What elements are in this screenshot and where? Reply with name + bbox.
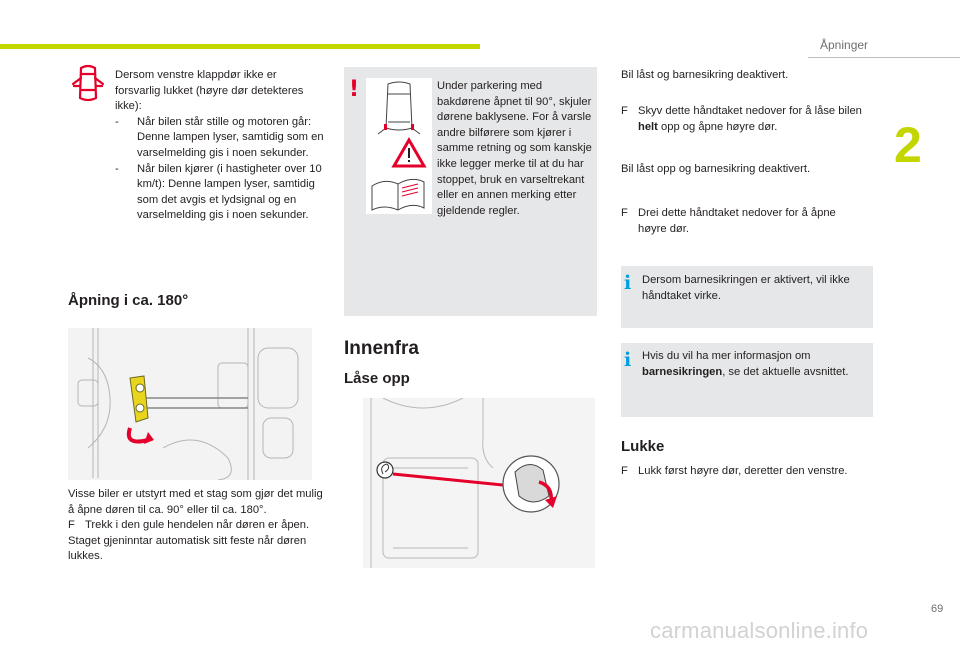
- stay-text: Visse biler er utstyrt med et stag som gjør det mulig å åpne døren til ca. 90° eller til ca. 180°. F Trekk i den gule hendelen når døren er åpen. Staget gjeninntar automatisk sitt feste når døren lukkes.: [68, 488, 323, 563]
- info-icon: i: [624, 272, 632, 294]
- page-number: 69: [931, 603, 944, 615]
- right-bullet-3: F Lukk først høyre dør, deretter den venstre.: [621, 465, 848, 477]
- parking-warning-illustration: [366, 78, 432, 214]
- section-title: Åpninger: [820, 38, 869, 52]
- right-text-1: Bil låst og barnesikring deaktivert.: [621, 69, 789, 81]
- door-open-warning-icon: [68, 62, 108, 106]
- stay-bullet: F Trekk i den gule hendelen når døren er åpen.: [68, 519, 310, 532]
- info-text-child-lock: Dersom barnesikringen er aktivert, vil ikke håndtaket virke.: [642, 274, 850, 302]
- inside-handle-illustration: [363, 398, 595, 568]
- right-bullet-1: F Skyv dette håndtaket nedover for å låse bilen helt opp og åpne høyre dør.: [621, 105, 862, 133]
- door-stay-illustration: [68, 328, 312, 480]
- warning-lamp-text: Dersom venstre klappdør ikke er forsvarlig lukket (høyre dør detekteres ikke): - Når bilen står stille og motoren går: Denne lampen lyser, samtidig som en varselmelding gis i noen sekunder. - Når bilen kjører (i hastigheter over 10 km/t): Denne lampen lyser, samtidig som det avgis et lydsignal og en varselmelding gis i noen sekunder.: [115, 68, 325, 224]
- heading-close: Lukke: [621, 438, 665, 455]
- info-box-child-lock: [621, 266, 873, 328]
- exclamation-icon: !: [349, 77, 360, 102]
- header-divider: [808, 57, 960, 58]
- info-text-more: Hvis du vil ha mer informasjon om barnesikringen, se det aktuelle avsnittet.: [642, 350, 849, 378]
- right-bullet-2: F Drei dette håndtaket nedover for å åpne høyre dør.: [621, 207, 836, 235]
- heading-open-180: Åpning i ca. 180°: [68, 292, 189, 309]
- parking-warning-text: Under parkering med bakdørene åpnet til 90°, skjuler dørene baklysene. For å varsle andre bilførere som kjører i samme retning og som kanskje ikke legger merke til at du har stoppet, bruk en varseltrekant eller en annen merking etter gjeldende regler.: [437, 80, 592, 217]
- heading-inside: Innenfra: [344, 338, 419, 359]
- header-accent-bar: [0, 44, 480, 49]
- right-text-2: Bil låst opp og barnesikring deaktivert.: [621, 163, 811, 175]
- warning-lamp-item: - Når bilen kjører (i hastigheter over 10 km/t): Denne lampen lyser, samtidig som det avgis et lydsignal og en varselmelding gis i noen sekunder.: [115, 162, 322, 222]
- info-icon: i: [624, 349, 632, 371]
- info-box-more: [621, 343, 873, 417]
- watermark: carmanualsonline.info: [650, 618, 869, 643]
- chapter-number: 2: [894, 117, 922, 173]
- warning-lamp-item: - Når bilen står stille og motoren går: Denne lampen lyser, samtidig som en varselmelding gis i noen sekunder.: [115, 115, 324, 159]
- heading-unlock: Låse opp: [344, 370, 410, 387]
